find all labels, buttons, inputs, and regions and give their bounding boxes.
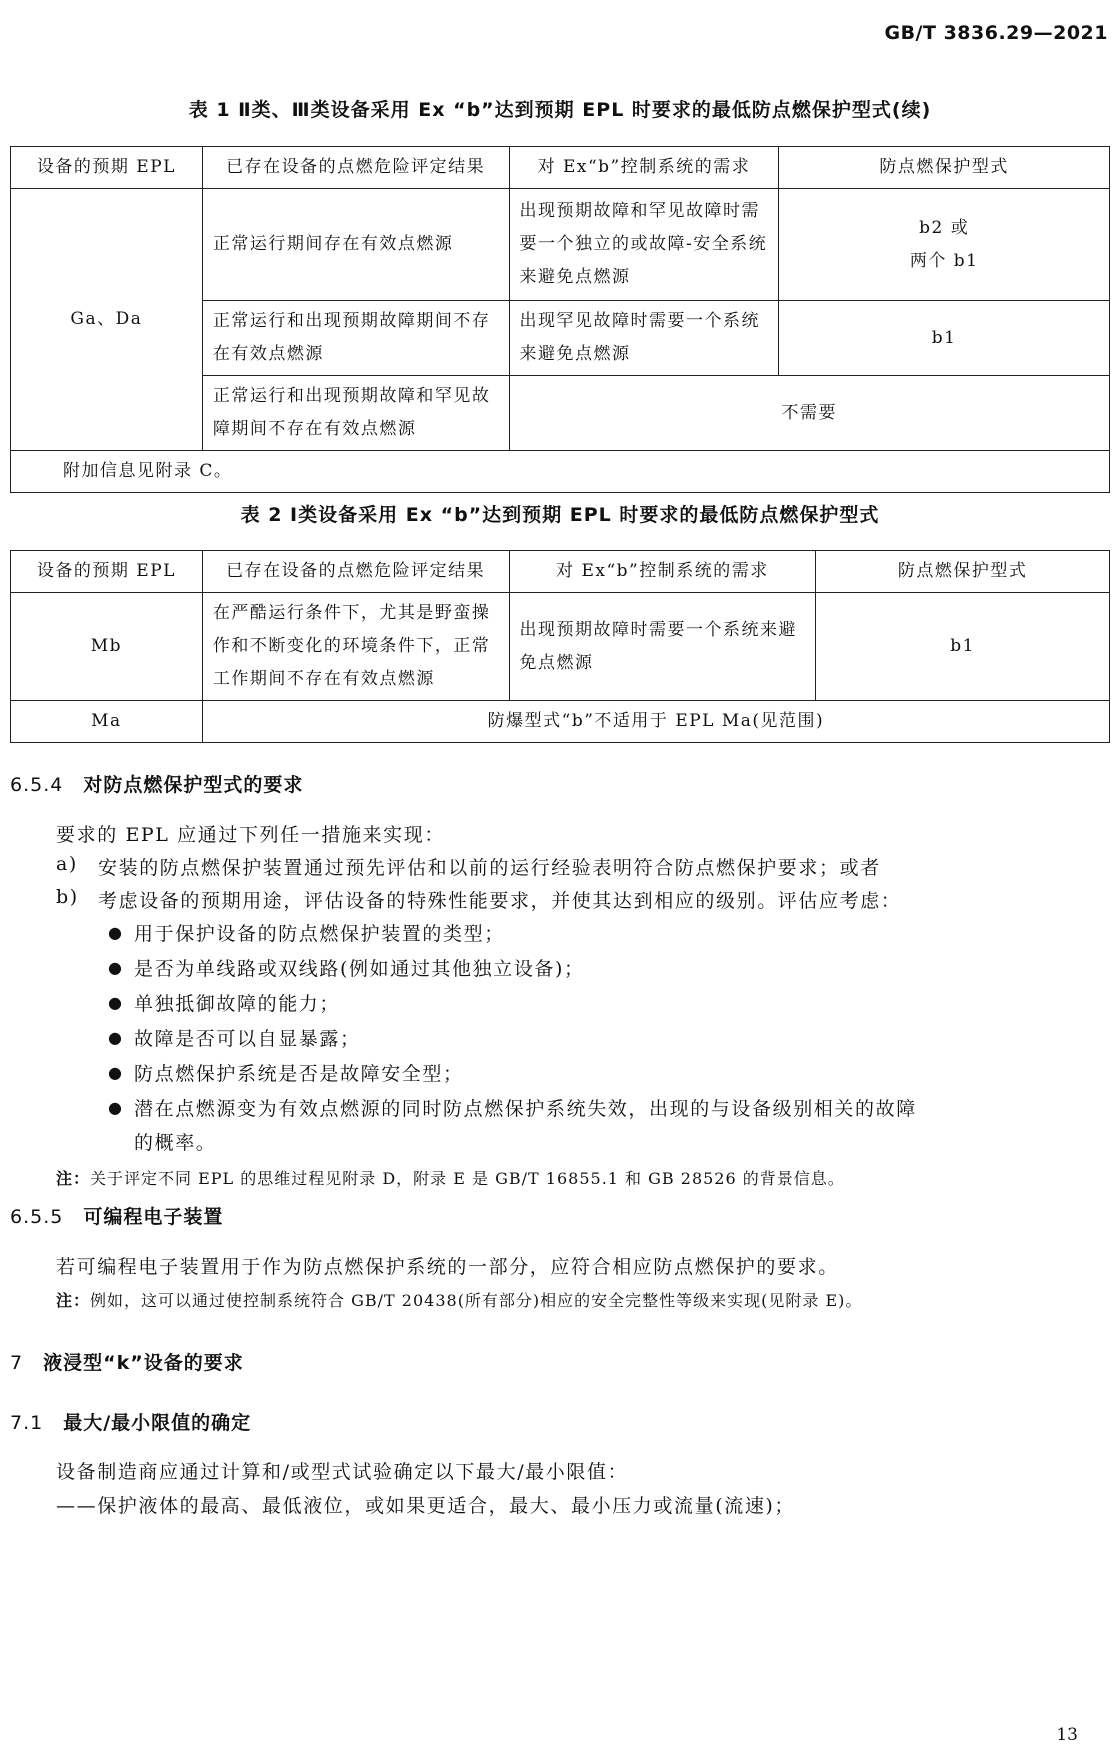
bullet-icon: ● [108, 993, 122, 1012]
bullet-icon: ● [108, 1028, 122, 1047]
list-label: b) [56, 886, 79, 908]
table-row [11, 593, 1110, 701]
list-item: 考虑设备的预期用途，评估设备的特殊性能要求，并使其达到相应的级别。评估应考虑： [98, 890, 902, 912]
section-6-5-4-heading [10, 770, 303, 797]
table1-caption: 表 1 Ⅱ类、Ⅲ类设备采用 Ex “b”达到预期 EPL 时要求的最低防点燃保护型式(续) [188, 99, 932, 121]
section-number: 7 [10, 1352, 24, 1374]
table-row [11, 701, 1110, 743]
paragraph: 若可编程电子装置用于作为防点燃保护系统的一部分，应符合相应防点燃保护的要求。 [56, 1256, 839, 1278]
paragraph: 要求的 EPL 应通过下列任一措施来实现： [56, 824, 445, 846]
section-title: 最大/最小限值的确定 [63, 1412, 252, 1434]
table1-assessment-cell: 正常运行和出现预期故障期间不存在有效点燃源 [202, 301, 509, 376]
page-number: 13 [1056, 1725, 1078, 1745]
list-item: 单独抵御故障的能力； [134, 993, 341, 1015]
list-item-continuation: 的概率。 [134, 1132, 217, 1154]
bullet-icon: ● [108, 958, 122, 977]
section-number: 6.5.4 [10, 774, 64, 796]
paragraph: 设备制造商应通过计算和/或型式试验确定以下最大/最小限值： [56, 1461, 629, 1483]
list-item: 是否为单线路或双线路(例如通过其他独立设备)； [134, 958, 585, 980]
section-number: 6.5.5 [10, 1206, 64, 1228]
table2-epl-cell: Ma [11, 701, 203, 743]
table1-header-row [11, 147, 1110, 189]
section-7-1-heading [10, 1408, 251, 1435]
list-item: 潜在点燃源变为有效点燃源的同时防点燃保护系统失效，出现的与设备级别相关的故障 [134, 1098, 917, 1120]
table1-requirement-cell: 出现预期故障和罕见故障时需要一个独立的或故障-安全系统来避免点燃源 [509, 189, 779, 301]
list-item: 安装的防点燃保护装置通过预先评估和以前的运行经验表明符合防点燃保护要求；或者 [98, 857, 881, 879]
table1-requirement-cell: 出现罕见故障时需要一个系统来避免点燃源 [509, 301, 779, 376]
table2 [10, 550, 1110, 743]
section-6-5-5-heading [10, 1202, 223, 1229]
note-text: 例如，这可以通过使控制系统符合 GB/T 20438(所有部分)相应的安全完整性等级来实现(见附录 E)。 [90, 1291, 863, 1310]
list-item: 防点燃保护系统是否是故障安全型； [134, 1063, 464, 1085]
section-title: 液浸型“k”设备的要求 [43, 1352, 244, 1374]
table2-header: 防点燃保护型式 [816, 551, 1110, 593]
section-title: 对防点燃保护型式的要求 [83, 774, 304, 796]
table1-epl-cell: Ga、Da [11, 189, 203, 451]
table1-header: 对 Ex“b”控制系统的需求 [509, 147, 779, 189]
table1-type-cell [779, 189, 1110, 301]
bullet-icon: ● [108, 923, 122, 942]
list-item: 用于保护设备的防点燃保护装置的类型； [134, 923, 505, 945]
note [56, 1288, 862, 1311]
table2-header: 对 Ex“b”控制系统的需求 [509, 551, 816, 593]
table1-assessment-cell: 正常运行期间存在有效点燃源 [202, 189, 509, 301]
section-number: 7.1 [10, 1412, 44, 1434]
table1-footnote-row [11, 451, 1110, 493]
table2-caption: 表 2 Ⅰ类设备采用 Ex “b”达到预期 EPL 时要求的最低防点燃保护型式 [240, 504, 880, 526]
table1-assessment-cell: 正常运行和出现预期故障和罕见故障期间不存在有效点燃源 [202, 376, 509, 451]
table2-epl-cell: Mb [11, 593, 203, 701]
table2-type-cell: b1 [816, 593, 1110, 701]
bullet-icon: ● [108, 1063, 122, 1082]
list-item: 故障是否可以自显暴露； [134, 1028, 361, 1050]
note-label: 注： [56, 1169, 91, 1188]
table1-header: 已存在设备的点燃危险评定结果 [202, 147, 509, 189]
section-title: 可编程电子装置 [83, 1206, 224, 1228]
note [56, 1166, 845, 1189]
table1-header: 防点燃保护型式 [779, 147, 1110, 189]
standard-code: GB/T 3836.29—2021 [884, 22, 1108, 44]
table1 [10, 146, 1110, 493]
list-label: a) [56, 853, 78, 875]
table1-type-cell: b1 [779, 301, 1110, 376]
table2-merged-cell: 防爆型式“b”不适用于 EPL Ma(见范围) [202, 701, 1109, 743]
table2-header: 已存在设备的点燃危险评定结果 [202, 551, 509, 593]
note-text: 关于评定不同 EPL 的思维过程见附录 D，附录 E 是 GB/T 16855.1 和 GB 28526 的背景信息。 [90, 1169, 845, 1188]
table2-header: 设备的预期 EPL [11, 551, 203, 593]
table-row [11, 189, 1110, 301]
table2-assessment-cell: 在严酷运行条件下，尤其是野蛮操作和不断变化的环境条件下，正常工作期间不存在有效点燃源 [202, 593, 509, 701]
table1-type-line: 两个 b1 [909, 250, 979, 271]
bullet-icon: ● [108, 1098, 122, 1117]
note-label: 注： [56, 1291, 91, 1310]
table2-requirement-cell: 出现预期故障时需要一个系统来避免点燃源 [509, 593, 816, 701]
table1-not-required-cell: 不需要 [509, 376, 1109, 451]
table1-footnote: 附加信息见附录 C。 [11, 451, 1110, 493]
table1-header: 设备的预期 EPL [11, 147, 203, 189]
table2-header-row [11, 551, 1110, 593]
table1-type-line: b2 或 [919, 217, 970, 238]
paragraph: ——保护液体的最高、最低液位，或如果更适合，最大、最小压力或流量(流速)； [56, 1495, 796, 1517]
section-7-heading [10, 1348, 244, 1375]
